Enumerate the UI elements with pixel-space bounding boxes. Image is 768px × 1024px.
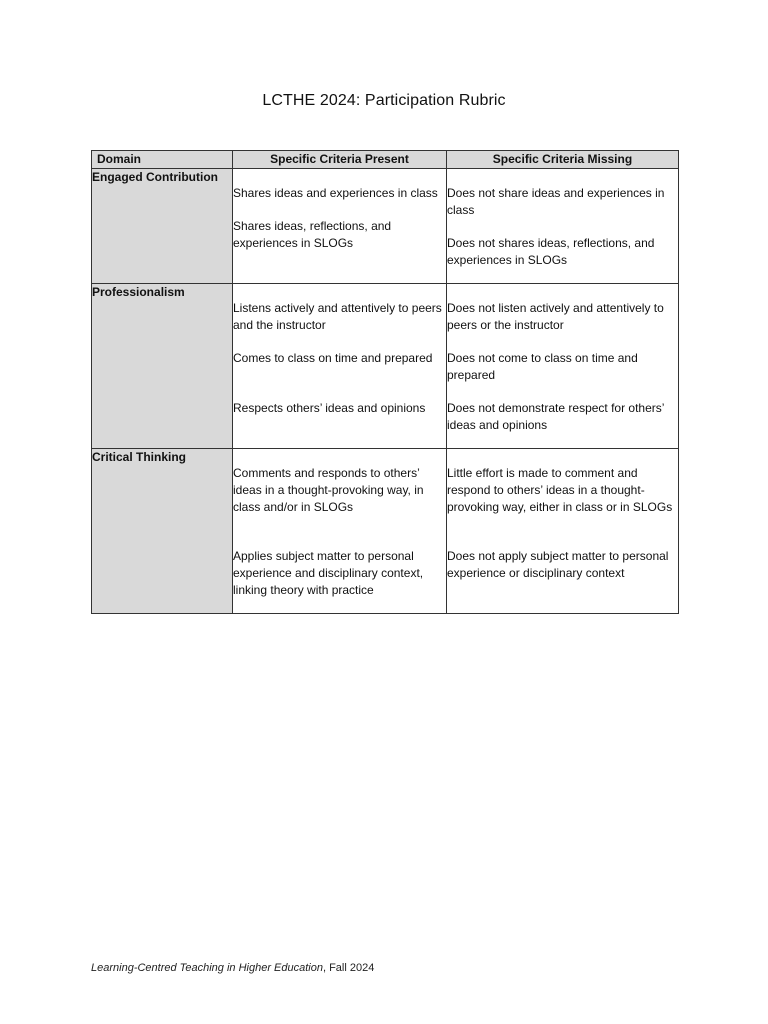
criteria-missing-cell — [447, 284, 679, 449]
criteria-present-item: Shares ideas and experiences in class — [233, 186, 438, 200]
criteria-present-cell — [233, 284, 447, 449]
criteria-present-item: Applies subject matter to personal experience and disciplinary context, linking theory with practice — [233, 549, 424, 597]
criteria-present-item: Comments and responds to others’ ideas in a thought-provoking way, in class and/or in SLOGs — [233, 466, 424, 514]
criteria-missing-item: Does not apply subject matter to personal experience or disciplinary context — [447, 549, 669, 580]
rubric-table — [91, 150, 679, 614]
criteria-present-item: Respects others’ ideas and opinions — [233, 401, 426, 415]
criteria-present-item: Comes to class on time and prepared — [233, 351, 433, 365]
criteria-missing-cell — [447, 169, 679, 284]
criteria-missing-item: Little effort is made to comment and respond to others’ ideas in a thought-provoking way, either in class or in SLOGs — [447, 466, 673, 514]
criteria-missing-item: Does not demonstrate respect for others’ ideas and opinions — [447, 401, 664, 432]
criteria-present-cell — [233, 449, 447, 614]
table-row — [92, 284, 679, 449]
header-domain: Domain — [92, 151, 233, 169]
page-title: LCTHE 2024: Participation Rubric — [262, 92, 506, 109]
criteria-present-item: Shares ideas, reflections, and experiences in SLOGs — [233, 219, 392, 250]
footer-term: , Fall 2024 — [322, 962, 375, 974]
criteria-missing-item: Does not listen actively and attentively to peers or the instructor — [447, 301, 664, 332]
table-row — [92, 449, 679, 614]
page-footer — [91, 962, 374, 974]
domain-critical-thinking: Critical Thinking — [92, 449, 233, 614]
criteria-missing-item: Does not shares ideas, reflections, and experiences in SLOGs — [447, 236, 655, 267]
criteria-missing-item: Does not come to class on time and prepared — [447, 351, 638, 382]
footer-course-name: Learning-Centred Teaching in Higher Education — [91, 962, 323, 974]
table-row — [92, 169, 679, 284]
domain-professionalism: Professionalism — [92, 284, 233, 449]
domain-engaged-contribution: Engaged Contribution — [92, 169, 233, 284]
table-header-row — [92, 151, 679, 169]
header-criteria-present: Specific Criteria Present — [233, 151, 447, 169]
criteria-missing-item: Does not share ideas and experiences in class — [447, 186, 665, 217]
header-criteria-missing: Specific Criteria Missing — [447, 151, 679, 169]
criteria-present-item: Listens actively and attentively to peers and the instructor — [233, 301, 442, 332]
criteria-present-cell — [233, 169, 447, 284]
criteria-missing-cell — [447, 449, 679, 614]
